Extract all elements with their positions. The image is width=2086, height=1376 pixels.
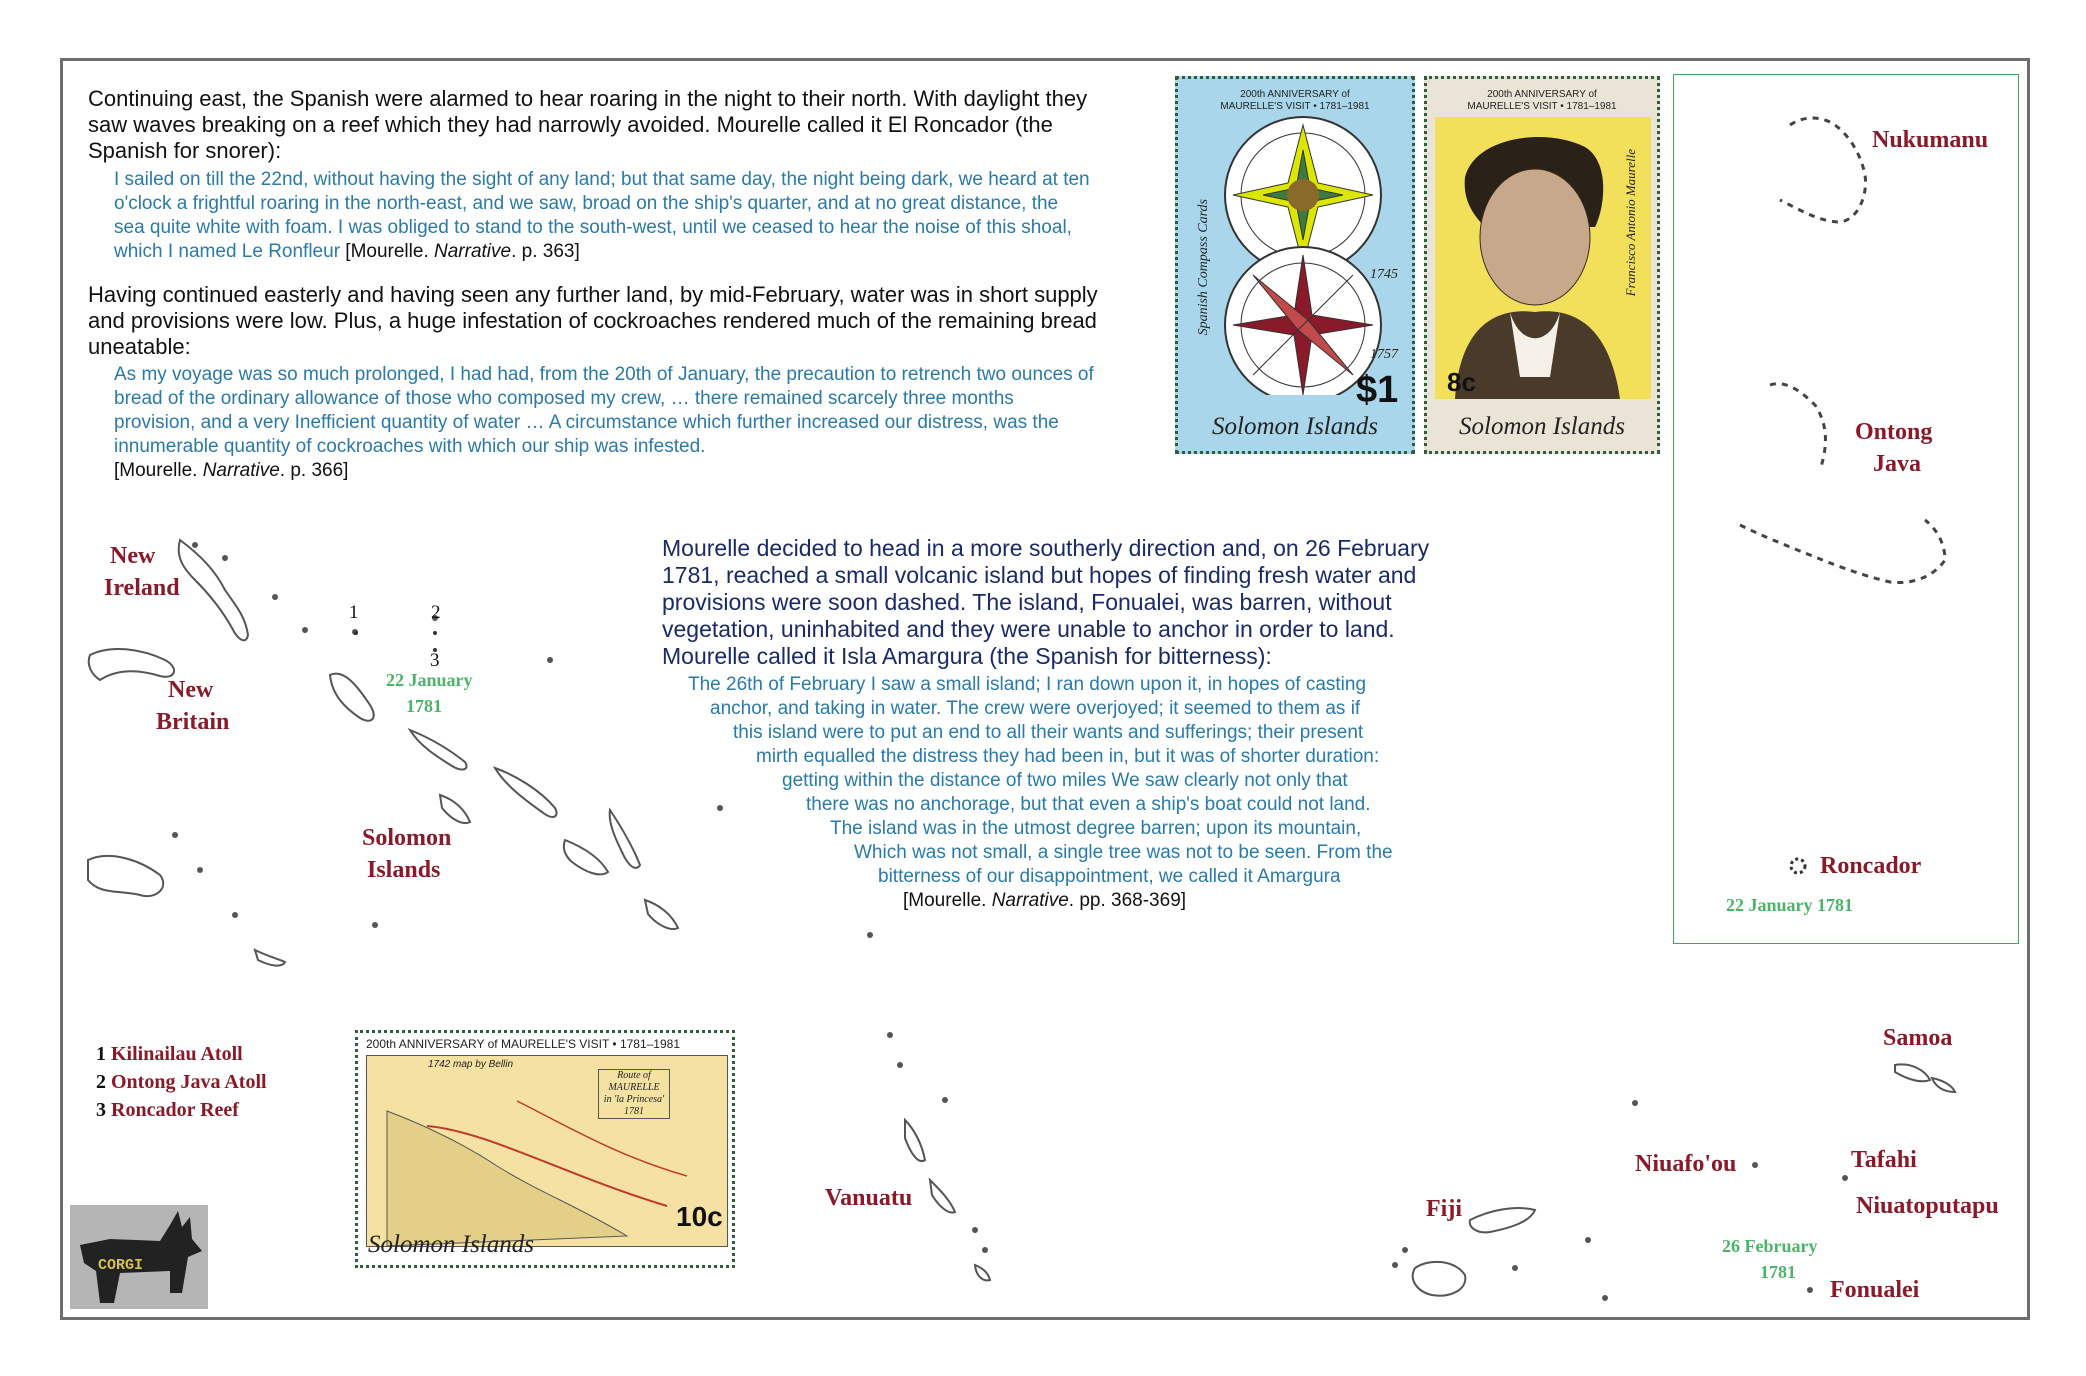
papua-coast-outline [88, 856, 163, 896]
corgi-logo-text: CORGI [98, 1257, 144, 1274]
stamp-compass-year-2: 1757 [1370, 347, 1398, 362]
guadalcanal-outline [564, 840, 608, 874]
citation-1: [Mourelle. Narrative. p. 363] [345, 241, 580, 262]
stamp-compass-top-2: MAURELLE'S VISIT • 1781–1981 [1220, 101, 1370, 112]
choiseul-outline [410, 730, 467, 769]
quote-1 [114, 168, 1094, 264]
stamp-portrait-top: 200th ANNIVERSARY of [1487, 89, 1597, 100]
quote-3-line: getting within the distance of two miles We saw clearly not only that [782, 770, 1348, 791]
inset-map-ontong-java [1673, 74, 2019, 944]
legend-item: 2 Ontong Java Atoll [96, 1071, 267, 1093]
label-niuafoou: Niuafo'ou [1635, 1151, 1737, 1177]
quote-3-line: anchor, and taking in water. The crew were overjoyed; it seemed to them as if [710, 698, 1361, 719]
narrative-paragraph-1: Continuing east, the Spanish were alarmed to hear roaring in the night to their north. With daylight they saw waves breaking on a reef which they had narrowly avoided. Mourelle called it El Roncador (the Spanish for snorer): [88, 86, 1088, 163]
legend-item: 3 Roncador Reef [96, 1099, 239, 1121]
samoa-outline [1895, 1064, 1930, 1081]
label-ontong-java-2: Java [1873, 451, 1921, 477]
marker-1: 1 [349, 602, 359, 623]
quote-3-line: mirth equalled the distress they had been in, but it was of shorter duration: [756, 746, 1380, 767]
narrative-paragraph-3: Mourelle decided to head in a more southerly direction and, on 26 February 1781, reached a small volcanic island but hopes of finding fresh water and provisions were soon dashed. The island, Fonualei, was barren, without vegetation, uninhabited and they were unable to anchor in order to land. Mourelle called it Isla Amargura (the Spanish for bitterness): [662, 535, 1430, 669]
stamp-route-map [355, 1030, 735, 1268]
corgi-logo [70, 1205, 208, 1309]
date-26-february: 26 February [1722, 1236, 1818, 1256]
quote-3-line: The 26th of February I saw a small island; I ran down upon it, in hopes of casting [688, 674, 1367, 695]
label-vanuatu: Vanuatu [825, 1185, 913, 1211]
label-roncador: Roncador [1820, 853, 1922, 879]
label-new-britain: New [168, 677, 214, 703]
maurelle-portrait-illustration [1435, 117, 1651, 399]
makira-outline [645, 900, 678, 929]
map-legend [96, 1040, 267, 1124]
quote-1-text: I sailed on till the 22nd, without having the sight of any land; but that same day, the night being dark, we heard at ten o'clock a frightful roaring in the north-east, and we saw, broad on the ship's quarter, and at no great distance, the sea quite white with foam. I was obliged to stand to the south-west, until we ceased to hear the noise of this shoal, which I named Le Ronfleur [114, 169, 1090, 262]
stamp-portrait-caption: Solomon Islands [1459, 413, 1625, 440]
quote-2-text: As my voyage was so much prolonged, I had had, from the 20th of January, the precaution to retrench two ounces of bread of the ordinary allowance of those who composed my crew, … there remained scarcely three months provision, and a very Inefficient quantity of water … A circumstance which further increased our distress, was the innumerable quantity of cockroaches with which our ship was infested. [114, 364, 1094, 457]
quote-3-line: Which was not small, a single tree was not to be seen. From the [854, 842, 1393, 863]
label-new-britain-2: Britain [156, 709, 230, 735]
quote-2 [114, 363, 1094, 483]
stamp-portrait-value: 8c [1447, 367, 1476, 397]
date-26-february-year: 1781 [1760, 1262, 1796, 1282]
stamp-portrait-top-2: MAURELLE'S VISIT • 1781–1981 [1467, 101, 1617, 112]
stamp-route-credit: 1742 map by Bellin [428, 1059, 514, 1070]
quote-3-line: The island was in the utmost degree barren; upon its mountain, [830, 818, 1362, 839]
marker-3: 3 [430, 650, 440, 671]
label-tafahi: Tafahi [1851, 1147, 1917, 1173]
label-nukumanu: Nukumanu [1872, 127, 1989, 153]
stamp-compass-caption: Solomon Islands [1212, 413, 1378, 440]
label-new-ireland-2: Ireland [104, 575, 180, 601]
stamp-compass-year-1: 1745 [1370, 267, 1398, 282]
stamp-compass-side-text: Spanish Compass Cards [1196, 199, 1211, 336]
route-map-illustration [367, 1056, 727, 1246]
quote-3 [688, 673, 1393, 913]
quote-3-line: bitterness of our disappointment, we called it Amargura [878, 866, 1341, 887]
marker-2: 2 [431, 602, 441, 623]
narrative-paragraph-2: Having continued easterly and having seen any further land, by mid-February, water was in short supply and provisions were low. Plus, a huge infestation of cockroaches rendered much of the remaining bread uneatable: [88, 282, 1098, 359]
label-new-ireland: New [110, 543, 156, 569]
isabel-outline [495, 768, 557, 817]
label-samoa: Samoa [1883, 1025, 1953, 1051]
fiji-viti-levu-outline [1413, 1262, 1466, 1296]
stamp-route-top: 200th ANNIVERSARY of MAURELLE'S VISIT • 1781–1981 [366, 1037, 681, 1051]
stamp-route-caption: Solomon Islands [368, 1231, 534, 1258]
stamp-portrait-maurelle [1424, 76, 1660, 454]
label-solomon-islands: Solomon [362, 825, 452, 851]
stamp-compass-cards [1175, 76, 1415, 454]
label-ontong-java: Ontong [1855, 419, 1933, 445]
bougainville-outline [330, 674, 374, 721]
legend-item: 1 Kilinailau Atoll [96, 1043, 243, 1065]
quote-3-line: there was no anchorage, but that even a ship's boat could not land. [806, 794, 1371, 815]
fiji-vanua-levu-outline [1470, 1208, 1535, 1232]
quote-3-line: this island were to put an end to all their wants and sufferings; their present [733, 722, 1364, 743]
label-niuatoputapu: Niuatoputapu [1856, 1193, 1999, 1219]
label-solomon-islands-2: Islands [367, 857, 441, 883]
stamp-route-value: 10c [676, 1201, 723, 1232]
vanuatu-outline [905, 1120, 925, 1161]
malaita-outline [610, 810, 640, 868]
date-22-january: 22 January [386, 670, 473, 690]
date-inset-22-january: 22 January 1781 [1726, 895, 1854, 915]
date-22-january-year: 1781 [406, 696, 442, 716]
label-fonualei: Fonualei [1830, 1277, 1920, 1303]
citation-3: [Mourelle. Narrative. pp. 368-369] [903, 890, 1187, 911]
stamp-route-map-area [366, 1055, 728, 1247]
new-georgia-outline [440, 795, 470, 823]
stamp-compass-top: 200th ANNIVERSARY of [1240, 89, 1350, 100]
stamp-route-box: Route of MAURELLE in 'la Princesa' 1781 [598, 1069, 670, 1119]
new-ireland-outline [179, 540, 248, 640]
stamp-portrait-side-text: Francisco Antonio Maurelle [1623, 149, 1638, 297]
citation-2: [Mourelle. Narrative. p. 366] [114, 460, 349, 481]
label-fiji: Fiji [1426, 1196, 1462, 1222]
stamp-compass-value: $1 [1356, 369, 1399, 411]
new-britain-outline [89, 649, 174, 680]
